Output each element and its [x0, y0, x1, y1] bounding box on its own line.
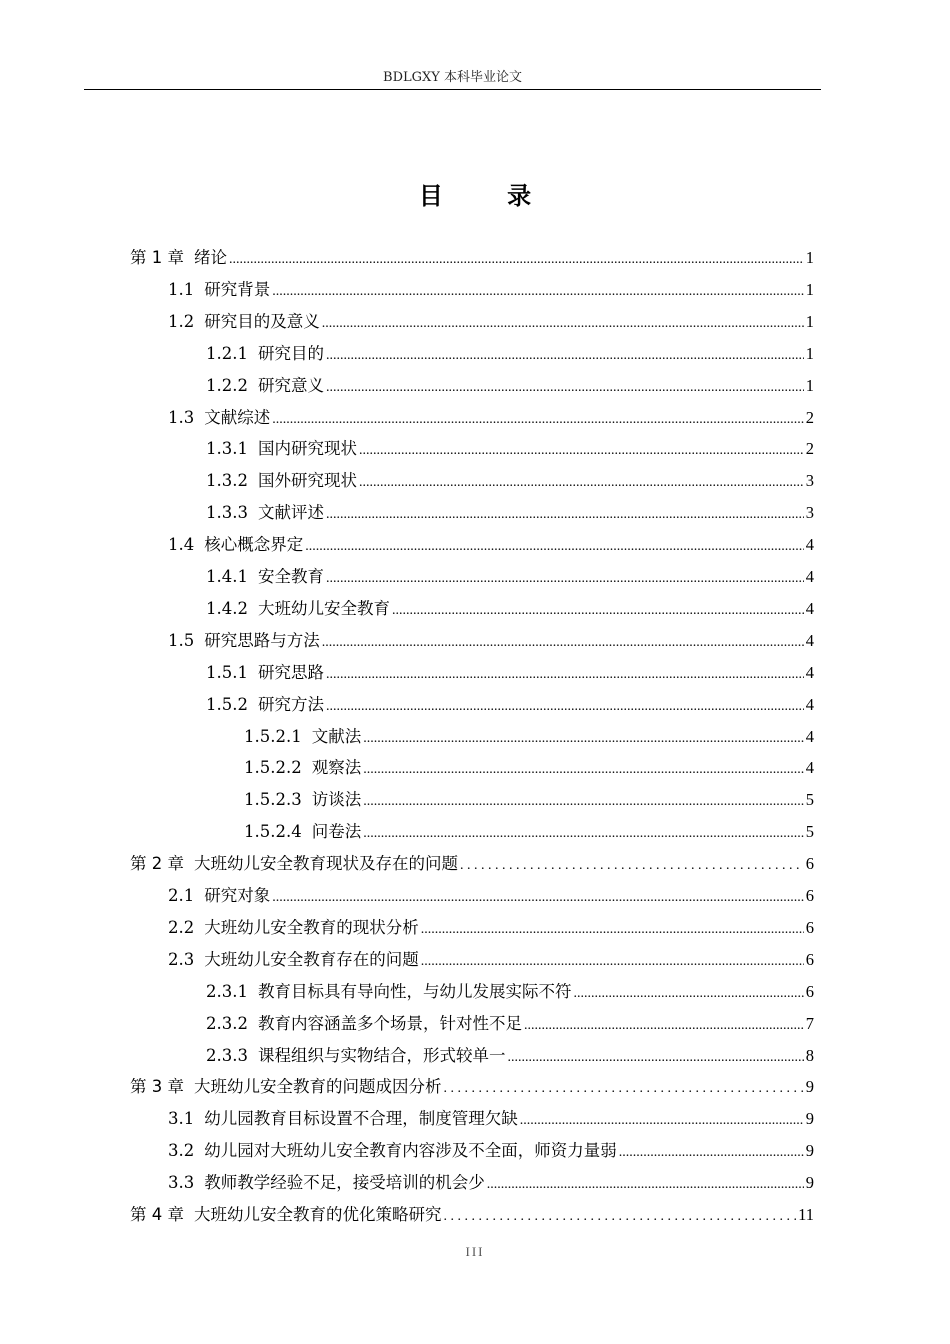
toc-entry-label: 研究目的 — [257, 343, 324, 363]
toc-entry-label: 研究思路 — [257, 662, 324, 682]
toc-dot-leader — [363, 754, 804, 786]
toc-entry[interactable] — [206, 561, 814, 593]
toc-dot-leader — [363, 786, 804, 818]
toc-entry[interactable] — [206, 976, 814, 1008]
toc-entry-number: 2.3.1 — [206, 981, 248, 1001]
toc-entry-page: 9 — [805, 1173, 814, 1193]
toc-entry[interactable] — [168, 1103, 814, 1135]
toc-entry-label: 国内研究现状 — [257, 439, 357, 459]
toc-entry-number: 1.4.1 — [206, 567, 248, 586]
toc-entry-label: 大班幼儿安全教育的问题成因分析 — [194, 1077, 442, 1097]
toc-entry-label: 绪论 — [194, 248, 227, 267]
toc-entry-number: 2.3.3 — [206, 1045, 248, 1065]
toc-entry-number: 1.5.2.1 — [244, 726, 302, 746]
toc-entry-page: 6 — [805, 917, 814, 937]
toc-dot-leader — [444, 1201, 797, 1233]
toc-entry-label: 安全教育 — [257, 567, 324, 586]
toc-entry-page: 1 — [805, 279, 814, 299]
toc-entry-page: 7 — [805, 1013, 814, 1033]
toc-entry[interactable] — [206, 689, 814, 721]
toc-entry-label: 研究目的及意义 — [204, 311, 320, 331]
toc-entry-label: 教育目标具有导向性，与幼儿发展实际不符 — [257, 981, 572, 1001]
toc-entry-number: 2.1 — [168, 886, 195, 905]
toc-dot-leader — [460, 850, 804, 882]
toc-entry-page: 2 — [805, 407, 814, 427]
toc-entry-page: 6 — [805, 854, 814, 874]
toc-entry-label: 研究意义 — [257, 375, 324, 395]
toc-entry-number: 2.2 — [168, 917, 195, 937]
toc-entry-label: 问卷法 — [311, 822, 362, 842]
toc-dot-leader — [421, 914, 804, 946]
toc-entry[interactable] — [168, 1167, 814, 1199]
toc-dot-leader — [326, 340, 804, 372]
toc-entry-label: 研究对象 — [204, 886, 271, 905]
toc-dot-leader — [322, 627, 804, 659]
toc-entry-number: 1.2 — [168, 311, 195, 331]
toc-entry[interactable] — [244, 784, 814, 816]
toc-entry[interactable] — [130, 1199, 814, 1231]
toc-entry-page: 4 — [805, 567, 814, 586]
toc-entry-number: 1.4 — [168, 535, 195, 555]
toc-dot-leader — [272, 404, 804, 436]
toc-entry-page: 4 — [805, 694, 814, 714]
toc-dot-leader — [229, 244, 804, 276]
toc-entry-page: 9 — [805, 1141, 814, 1161]
toc-entry-page: 3 — [805, 471, 814, 491]
toc-entry-number: 1.3.2 — [206, 471, 248, 491]
toc-entry-number: 2.3 — [168, 949, 195, 969]
toc-entry-page: 9 — [805, 1077, 814, 1097]
toc-entry-number: 第 2 章 — [130, 854, 184, 874]
toc-entry[interactable] — [168, 274, 814, 306]
toc-dot-leader — [326, 372, 804, 404]
toc-entry-page: 4 — [805, 630, 814, 650]
toc-entry-label: 国外研究现状 — [257, 471, 357, 491]
toc-dot-leader — [326, 499, 804, 531]
page-number: III — [465, 1244, 485, 1259]
toc-entry-number: 1.3 — [168, 407, 195, 427]
toc-entry-number: 1.5.2.2 — [244, 758, 302, 778]
toc-entry-label: 大班幼儿安全教育现状及存在的问题 — [194, 854, 458, 874]
toc-entry[interactable] — [206, 370, 814, 402]
toc-entry-number: 1.3.3 — [206, 503, 248, 523]
toc-dot-leader — [359, 467, 804, 499]
toc-entry-page: 5 — [805, 790, 814, 810]
toc-entry-number: 1.5.1 — [206, 662, 248, 682]
toc-entry-label: 大班幼儿安全教育的优化策略研究 — [194, 1205, 442, 1224]
toc-entry-number: 1.2.1 — [206, 343, 248, 363]
toc-entry-label: 核心概念界定 — [204, 535, 304, 555]
toc-dot-leader — [326, 691, 804, 723]
toc-dot-leader — [326, 659, 804, 691]
toc-dot-leader — [444, 1073, 804, 1105]
toc-entry-number: 1.2.2 — [206, 375, 248, 395]
toc-dot-leader — [326, 563, 804, 595]
toc-entry-page: 6 — [805, 886, 814, 905]
toc-dot-leader — [507, 1042, 803, 1074]
toc-entry-page: 5 — [805, 822, 814, 842]
toc-entry[interactable] — [168, 306, 814, 338]
toc-entry-label: 课程组织与实物结合，形式较单一 — [257, 1045, 506, 1065]
toc-entry-page: 6 — [805, 949, 814, 969]
toc-entry-label: 访谈法 — [311, 790, 362, 810]
toc-entry-label: 观察法 — [311, 758, 362, 778]
toc-entry-number: 2.3.2 — [206, 1013, 248, 1033]
toc-entry-label: 幼儿园教育目标设置不合理，制度管理欠缺 — [204, 1109, 518, 1129]
toc-entry-page: 2 — [805, 439, 814, 459]
toc-entry[interactable] — [206, 465, 814, 497]
toc-entry-number: 1.5.2.4 — [244, 822, 302, 842]
toc-entry-page: 3 — [805, 503, 814, 523]
toc-entry-number: 1.1 — [168, 279, 195, 299]
toc-title: 目 录 — [418, 182, 560, 210]
toc-entry[interactable] — [206, 433, 814, 465]
toc-dot-leader — [322, 308, 804, 340]
toc-dot-leader — [487, 1169, 804, 1201]
toc-entry-page: 4 — [805, 535, 814, 555]
toc-dot-leader — [272, 276, 804, 308]
toc-entry[interactable] — [130, 848, 814, 880]
toc-entry-label: 大班幼儿安全教育存在的问题 — [204, 949, 419, 969]
toc-entry-page: 11 — [798, 1205, 814, 1224]
toc-entry-page: 6 — [805, 981, 814, 1001]
toc-entry-label: 文献法 — [311, 726, 362, 746]
toc-entry-number: 1.4.2 — [206, 598, 248, 618]
toc-entry-label: 教育内容涵盖多个场景，针对性不足 — [257, 1013, 522, 1033]
toc-entry[interactable] — [244, 816, 814, 848]
toc-entry-number: 1.3.1 — [206, 439, 248, 459]
toc-dot-leader — [305, 531, 804, 563]
toc-entry[interactable] — [206, 593, 814, 625]
toc-entry-label: 研究背景 — [204, 279, 271, 299]
toc-entry-label: 大班幼儿安全教育的现状分析 — [204, 917, 419, 937]
toc-entry[interactable] — [206, 338, 814, 370]
toc-entry-number: 第 3 章 — [130, 1077, 184, 1097]
toc-entry-number: 3.1 — [168, 1109, 195, 1129]
toc-dot-leader — [272, 882, 804, 914]
toc-entry[interactable] — [168, 1135, 814, 1167]
toc-entry-number: 3.3 — [168, 1173, 195, 1193]
toc-entry-number: 1.5.2 — [206, 694, 248, 714]
toc-entry[interactable] — [168, 402, 814, 434]
toc-entry-page: 9 — [805, 1109, 814, 1129]
toc-dot-leader — [520, 1105, 804, 1137]
toc-entry-label: 研究方法 — [257, 694, 324, 714]
toc-dot-leader — [619, 1137, 804, 1169]
toc-entry-number: 第 4 章 — [130, 1205, 184, 1224]
toc-entry-page: 4 — [805, 726, 814, 746]
toc-entry[interactable] — [244, 752, 814, 784]
toc-entry[interactable] — [168, 880, 814, 912]
toc-entry-label: 大班幼儿安全教育 — [257, 598, 390, 618]
toc-dot-leader — [421, 946, 804, 978]
toc-entry-page: 1 — [805, 343, 814, 363]
toc-entry-page: 4 — [805, 758, 814, 778]
toc-entry-number: 3.2 — [168, 1141, 195, 1161]
toc-entry-page: 1 — [805, 375, 814, 395]
toc-entry[interactable] — [130, 242, 814, 274]
toc-entry[interactable] — [206, 1008, 814, 1040]
toc-entry-label: 研究思路与方法 — [204, 630, 320, 650]
toc-entry-number: 第 1 章 — [130, 248, 184, 267]
toc-entry-label: 幼儿园对大班幼儿安全教育内容涉及不全面，师资力量弱 — [204, 1141, 617, 1161]
toc-entry[interactable] — [206, 1040, 814, 1072]
toc-dot-leader — [392, 595, 804, 627]
toc-dot-leader — [363, 723, 804, 755]
page-header: BDLGXY 本科毕业论文 — [383, 70, 522, 85]
toc-entry[interactable] — [206, 497, 814, 529]
toc-dot-leader — [524, 1010, 804, 1042]
toc-entry-page: 8 — [805, 1045, 814, 1065]
toc-entry-label: 文献评述 — [257, 503, 324, 523]
toc-entry[interactable] — [168, 912, 814, 944]
toc-entry-page: 4 — [805, 598, 814, 618]
toc-entry-page: 4 — [805, 662, 814, 682]
toc-entry-page: 1 — [805, 248, 814, 267]
header-rule — [84, 89, 821, 90]
toc-dot-leader — [573, 978, 803, 1010]
toc-entry-number: 1.5 — [168, 630, 195, 650]
toc-entry[interactable] — [168, 625, 814, 657]
toc-entry[interactable] — [206, 657, 814, 689]
toc-entry-label: 教师教学经验不足，接受培训的机会少 — [204, 1173, 485, 1193]
toc-dot-leader — [359, 435, 804, 467]
toc-entry-label: 文献综述 — [204, 407, 271, 427]
toc-entry-number: 1.5.2.3 — [244, 790, 302, 810]
toc-entry[interactable] — [130, 1071, 814, 1103]
toc-entry[interactable] — [244, 721, 814, 753]
toc-entry-page: 1 — [805, 311, 814, 331]
toc-entry[interactable] — [168, 529, 814, 561]
toc-entry[interactable] — [168, 944, 814, 976]
toc-dot-leader — [363, 818, 804, 850]
